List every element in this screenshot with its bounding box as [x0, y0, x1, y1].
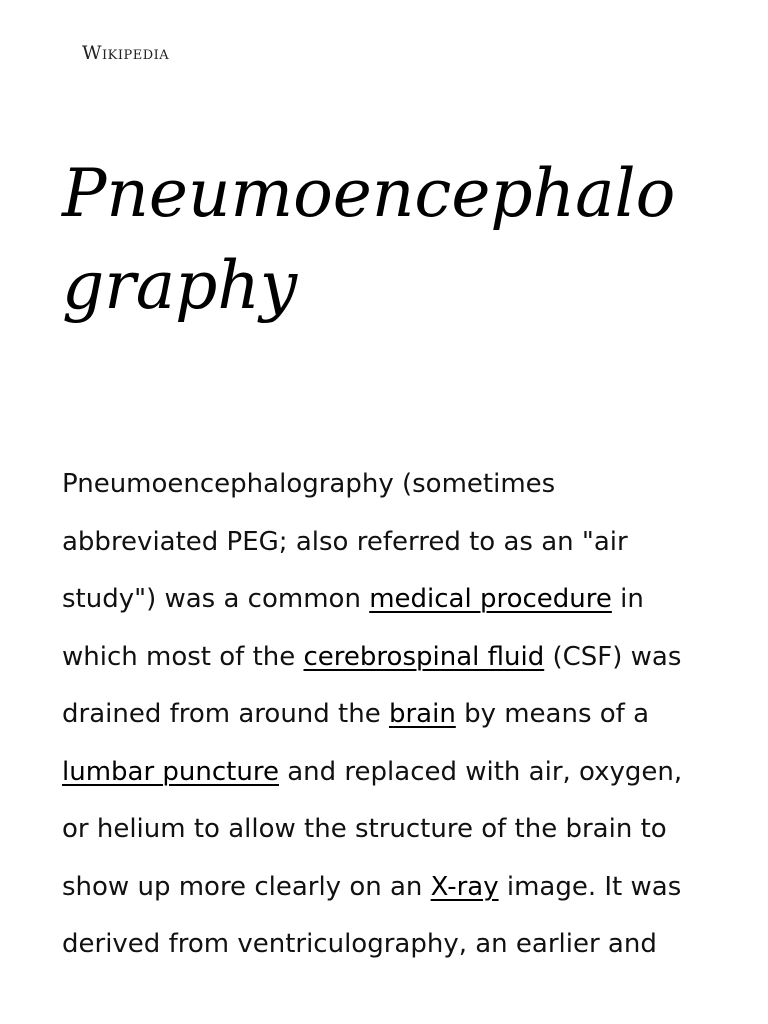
paragraph-text: image. It was derived from ventriculography, an earlier and [62, 871, 682, 959]
paragraph-text: (CSF) was drained from around the [62, 641, 682, 729]
wikipedia-wordmark[interactable]: Wikipedia [82, 42, 170, 64]
link-medical-procedure[interactable]: medical procedure [369, 584, 612, 614]
link-cerebrospinal-fluid[interactable]: cerebrospinal fluid [303, 641, 545, 672]
link-x-ray[interactable]: X-ray [430, 871, 499, 902]
paragraph-text: Pneumoencephalography (sometimes abbreviated PEG; also referred to as an "air study") was a common [62, 469, 628, 614]
link-brain[interactable]: brain [388, 699, 456, 729]
page-title: Pneumoencephalography [62, 155, 676, 324]
link-lumbar-puncture[interactable]: lumbar puncture [62, 756, 279, 787]
paragraph-text: in which most of the [62, 584, 644, 672]
article-intro-paragraph [62, 456, 712, 974]
paragraph-text: and replaced with air, oxygen, or helium to allow the structure of the brain to show up more clearly on an [62, 756, 683, 902]
paragraph-text: by means of a [455, 699, 650, 729]
